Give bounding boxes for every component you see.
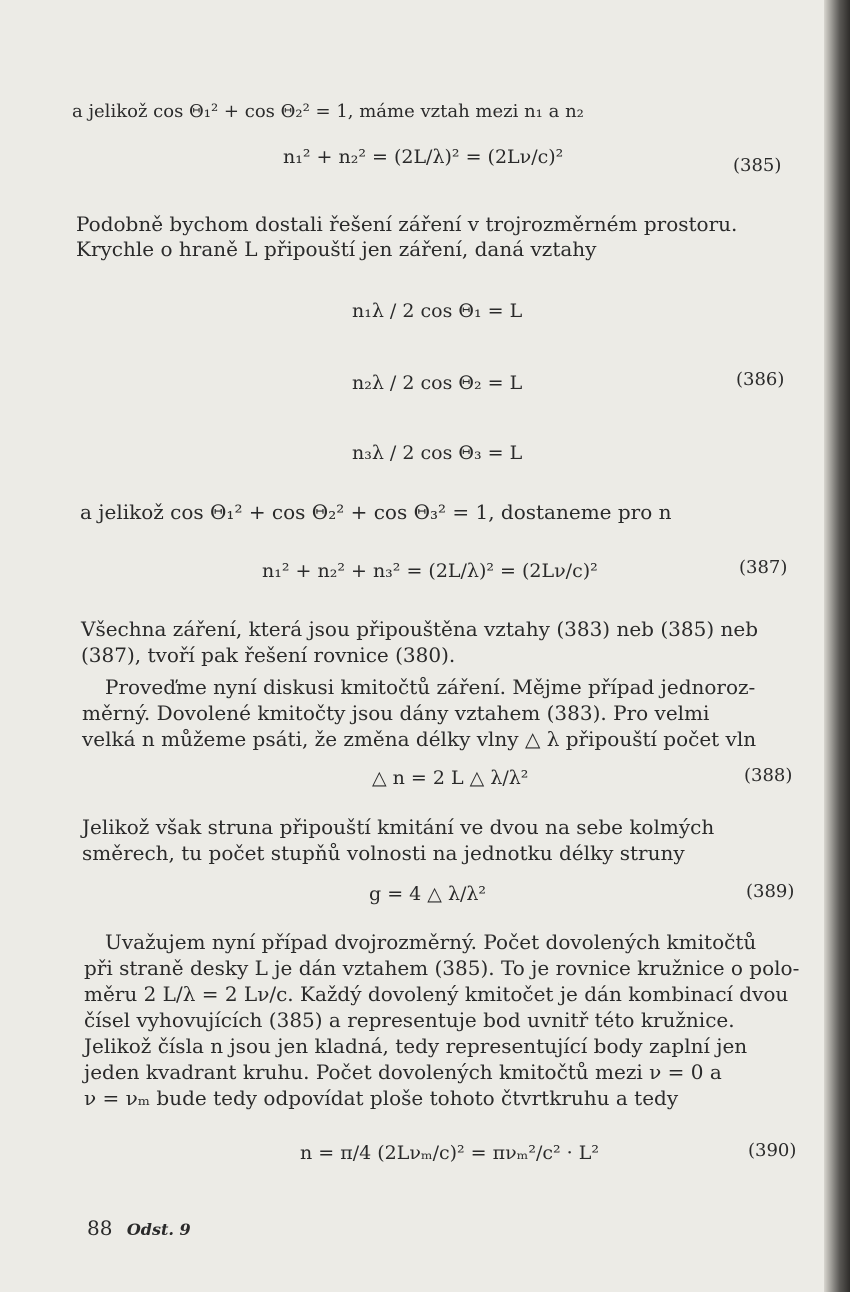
text-line: Proveďme nyní diskusi kmitočtů záření. Mějme případ jednoroz- bbox=[105, 675, 756, 699]
equation-text: n₁² + n₂² = (2L/λ)² = (2Lν/c)² bbox=[283, 146, 564, 168]
text-line: čísel vyhovujících (385) a representuje bod uvnitř této kružnice. bbox=[84, 1008, 735, 1032]
page-number: 88 bbox=[87, 1216, 113, 1240]
equation-390: n = π/4 (2Lνₘ/c)² = πνₘ²/c² · L² bbox=[300, 1142, 599, 1164]
text-line: Jelikož čísla n jsou jen kladná, tedy representující body zaplní jen bbox=[84, 1034, 748, 1058]
equation-388: △ n = 2 L △ λ/λ² bbox=[372, 767, 529, 789]
text-line: velká n můžeme psáti, že změna délky vlny △ λ připouští počet vln bbox=[82, 727, 757, 751]
text-line: Jelikož však struna připouští kmitání ve dvou na sebe kolmých bbox=[82, 815, 715, 839]
page-footer bbox=[87, 1216, 191, 1240]
text-line: a jelikož cos Θ₁² + cos Θ₂² = 1, máme vztah mezi n₁ a n₂ bbox=[72, 101, 584, 122]
text-line: ν = νₘ bude tedy odpovídat ploše tohoto čtvrtkruhu a tedy bbox=[84, 1086, 679, 1110]
section-label: Odst. 9 bbox=[126, 1220, 191, 1239]
text-line: při straně desky L je dán vztahem (385). To je rovnice kružnice o polo- bbox=[84, 956, 800, 980]
equation-number: (389) bbox=[746, 881, 795, 902]
text-line: Krychle o hraně L připouští jen záření, daná vztahy bbox=[76, 237, 597, 261]
text-line: a jelikož cos Θ₁² + cos Θ₂² + cos Θ₃² = 1, dostaneme pro n bbox=[80, 500, 672, 524]
text-line: jeden kvadrant kruhu. Počet dovolených kmitočtů mezi ν = 0 a bbox=[84, 1060, 722, 1084]
equation-386a: n₁λ / 2 cos Θ₁ = L bbox=[352, 300, 523, 322]
equation-number: (387) bbox=[739, 557, 788, 578]
text-line: Všechna záření, která jsou připouštěna vztahy (383) neb (385) neb bbox=[81, 617, 759, 641]
equation-number: (386) bbox=[736, 369, 785, 390]
page-edge-shadow bbox=[824, 0, 850, 1292]
text-line: měru 2 L/λ = 2 Lν/c. Každý dovolený kmitočet je dán kombinací dvou bbox=[84, 982, 789, 1006]
equation-385 bbox=[283, 146, 563, 168]
equation-386c: n₃λ / 2 cos Θ₃ = L bbox=[352, 442, 523, 464]
equation-number: (388) bbox=[744, 765, 793, 786]
equation-number: (385) bbox=[733, 155, 782, 176]
equation-389: g = 4 △ λ/λ² bbox=[369, 883, 487, 905]
equation-number: (390) bbox=[748, 1140, 797, 1161]
equation-386b: n₂λ / 2 cos Θ₂ = L bbox=[352, 372, 523, 394]
equation-387: n₁² + n₂² + n₃² = (2L/λ)² = (2Lν/c)² bbox=[262, 560, 598, 582]
text-line: Uvažujem nyní případ dvojrozměrný. Počet dovolených kmitočtů bbox=[105, 930, 757, 954]
text-line: měrný. Dovolené kmitočty jsou dány vztahem (383). Pro velmi bbox=[82, 701, 710, 725]
text-line: (387), tvoří pak řešení rovnice (380). bbox=[81, 643, 456, 667]
text-line: směrech, tu počet stupňů volnosti na jednotku délky struny bbox=[82, 841, 685, 865]
text-line: Podobně bychom dostali řešení záření v trojrozměrném prostoru. bbox=[76, 212, 738, 236]
